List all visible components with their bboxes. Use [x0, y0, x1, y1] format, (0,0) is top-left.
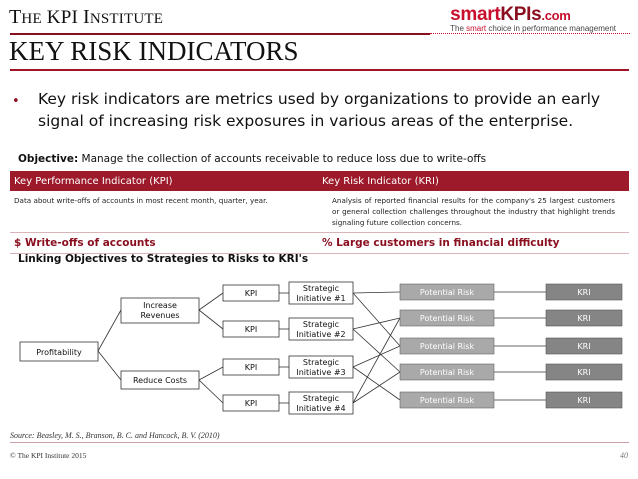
potential-risk-label: Potential Risk [419, 396, 475, 405]
kri-label: KRI [577, 288, 591, 297]
kri-node-2 [546, 310, 622, 326]
kpi-label: KPI [244, 289, 258, 298]
increase-revenues-label-2: Revenues [140, 311, 180, 320]
bullet-text: Key risk indicators are metrics used by organizations to provide an early signal of increasing risk exposures in various areas of the enterprise. [38, 90, 601, 130]
potential-risk-label: Potential Risk [419, 288, 475, 297]
footer-divider [10, 442, 629, 443]
kri-node-3 [546, 338, 622, 354]
kpi-node-3 [223, 359, 279, 375]
strategic-initiative-4 [289, 392, 353, 414]
kri-metric: % Large customers in financial difficulty [318, 233, 629, 254]
profitability-label: Profitability [36, 348, 82, 357]
source-citation: Source: Beasley, M. S., Branson, B. C. and Hancock, B. V. (2010) [10, 431, 220, 440]
org-name: THE KPI INSTITUTE [9, 6, 164, 28]
initiative-label-2: Initiative #3 [296, 368, 346, 377]
copyright: © The KPI Institute 2015 [10, 451, 87, 460]
bullet-icon: • [12, 94, 20, 109]
strategic-initiative-3 [289, 356, 353, 378]
kpi-node-2 [223, 321, 279, 337]
kri-node-5 [546, 392, 622, 408]
kri-node-4 [546, 364, 622, 380]
smartkpis-logo: smartKPIs.com The smart choice in performance management [450, 4, 616, 33]
strategic-initiative-2 [289, 318, 353, 340]
kpi-node-1 [223, 285, 279, 301]
initiative-label-2: Initiative #2 [296, 330, 346, 339]
objective-text: Manage the collection of accounts receivable to reduce loss due to write-offs [78, 153, 487, 165]
potential-risk-label: Potential Risk [419, 368, 475, 377]
potential-risk-4 [400, 364, 494, 380]
profitability-node [20, 342, 98, 361]
initiative-label-1: Strategic [302, 320, 340, 329]
kri-label: KRI [577, 368, 591, 377]
objective-label: Objective: [18, 153, 79, 165]
kpi-label: KPI [244, 399, 258, 408]
increase-revenues-node [121, 298, 199, 323]
kpi-metric: $ Write-offs of accounts [10, 233, 318, 254]
kri-label: KRI [577, 314, 591, 323]
kri-column-header: Key Risk Indicator (KRI) [318, 171, 629, 191]
kpi-label: KPI [244, 325, 258, 334]
kri-node-1 [546, 284, 622, 300]
initiative-label-2: Initiative #4 [296, 404, 346, 413]
strategic-initiative-1 [289, 282, 353, 304]
slide-title: KEY RISK INDICATORS [9, 36, 299, 66]
kri-label: KRI [577, 396, 591, 405]
reduce-costs-node [121, 371, 199, 389]
potential-risk-3 [400, 338, 494, 354]
kpi-label: KPI [244, 363, 258, 372]
kri-label: KRI [577, 342, 591, 351]
initiative-label-1: Strategic [302, 394, 340, 403]
increase-revenues-label-1: Increase [143, 301, 177, 310]
initiative-label-1: Strategic [302, 358, 340, 367]
potential-risk-1 [400, 284, 494, 300]
page-number: 40 [620, 451, 628, 460]
initiative-label-1: Strategic [302, 284, 340, 293]
kpi-node-4 [223, 395, 279, 411]
potential-risk-2 [400, 310, 494, 326]
kri-description: Analysis of reported financial results for the company's 25 largest customers or general collection challenges throughout the industry that highlight trends signaling future collection concerns. [332, 196, 615, 227]
initiative-label-2: Initiative #1 [296, 294, 346, 303]
diagram-heading: Linking Objectives to Strategies to Risks to KRI's [18, 253, 309, 265]
reduce-costs-label: Reduce Costs [132, 376, 188, 385]
kpi-description: Data about write-offs of accounts in most recent month, quarter, year. [14, 196, 268, 205]
potential-risk-label: Potential Risk [419, 342, 475, 351]
kpi-column-header: Key Performance Indicator (KPI) [10, 171, 318, 191]
potential-risk-5 [400, 392, 494, 408]
potential-risk-label: Potential Risk [419, 314, 475, 323]
